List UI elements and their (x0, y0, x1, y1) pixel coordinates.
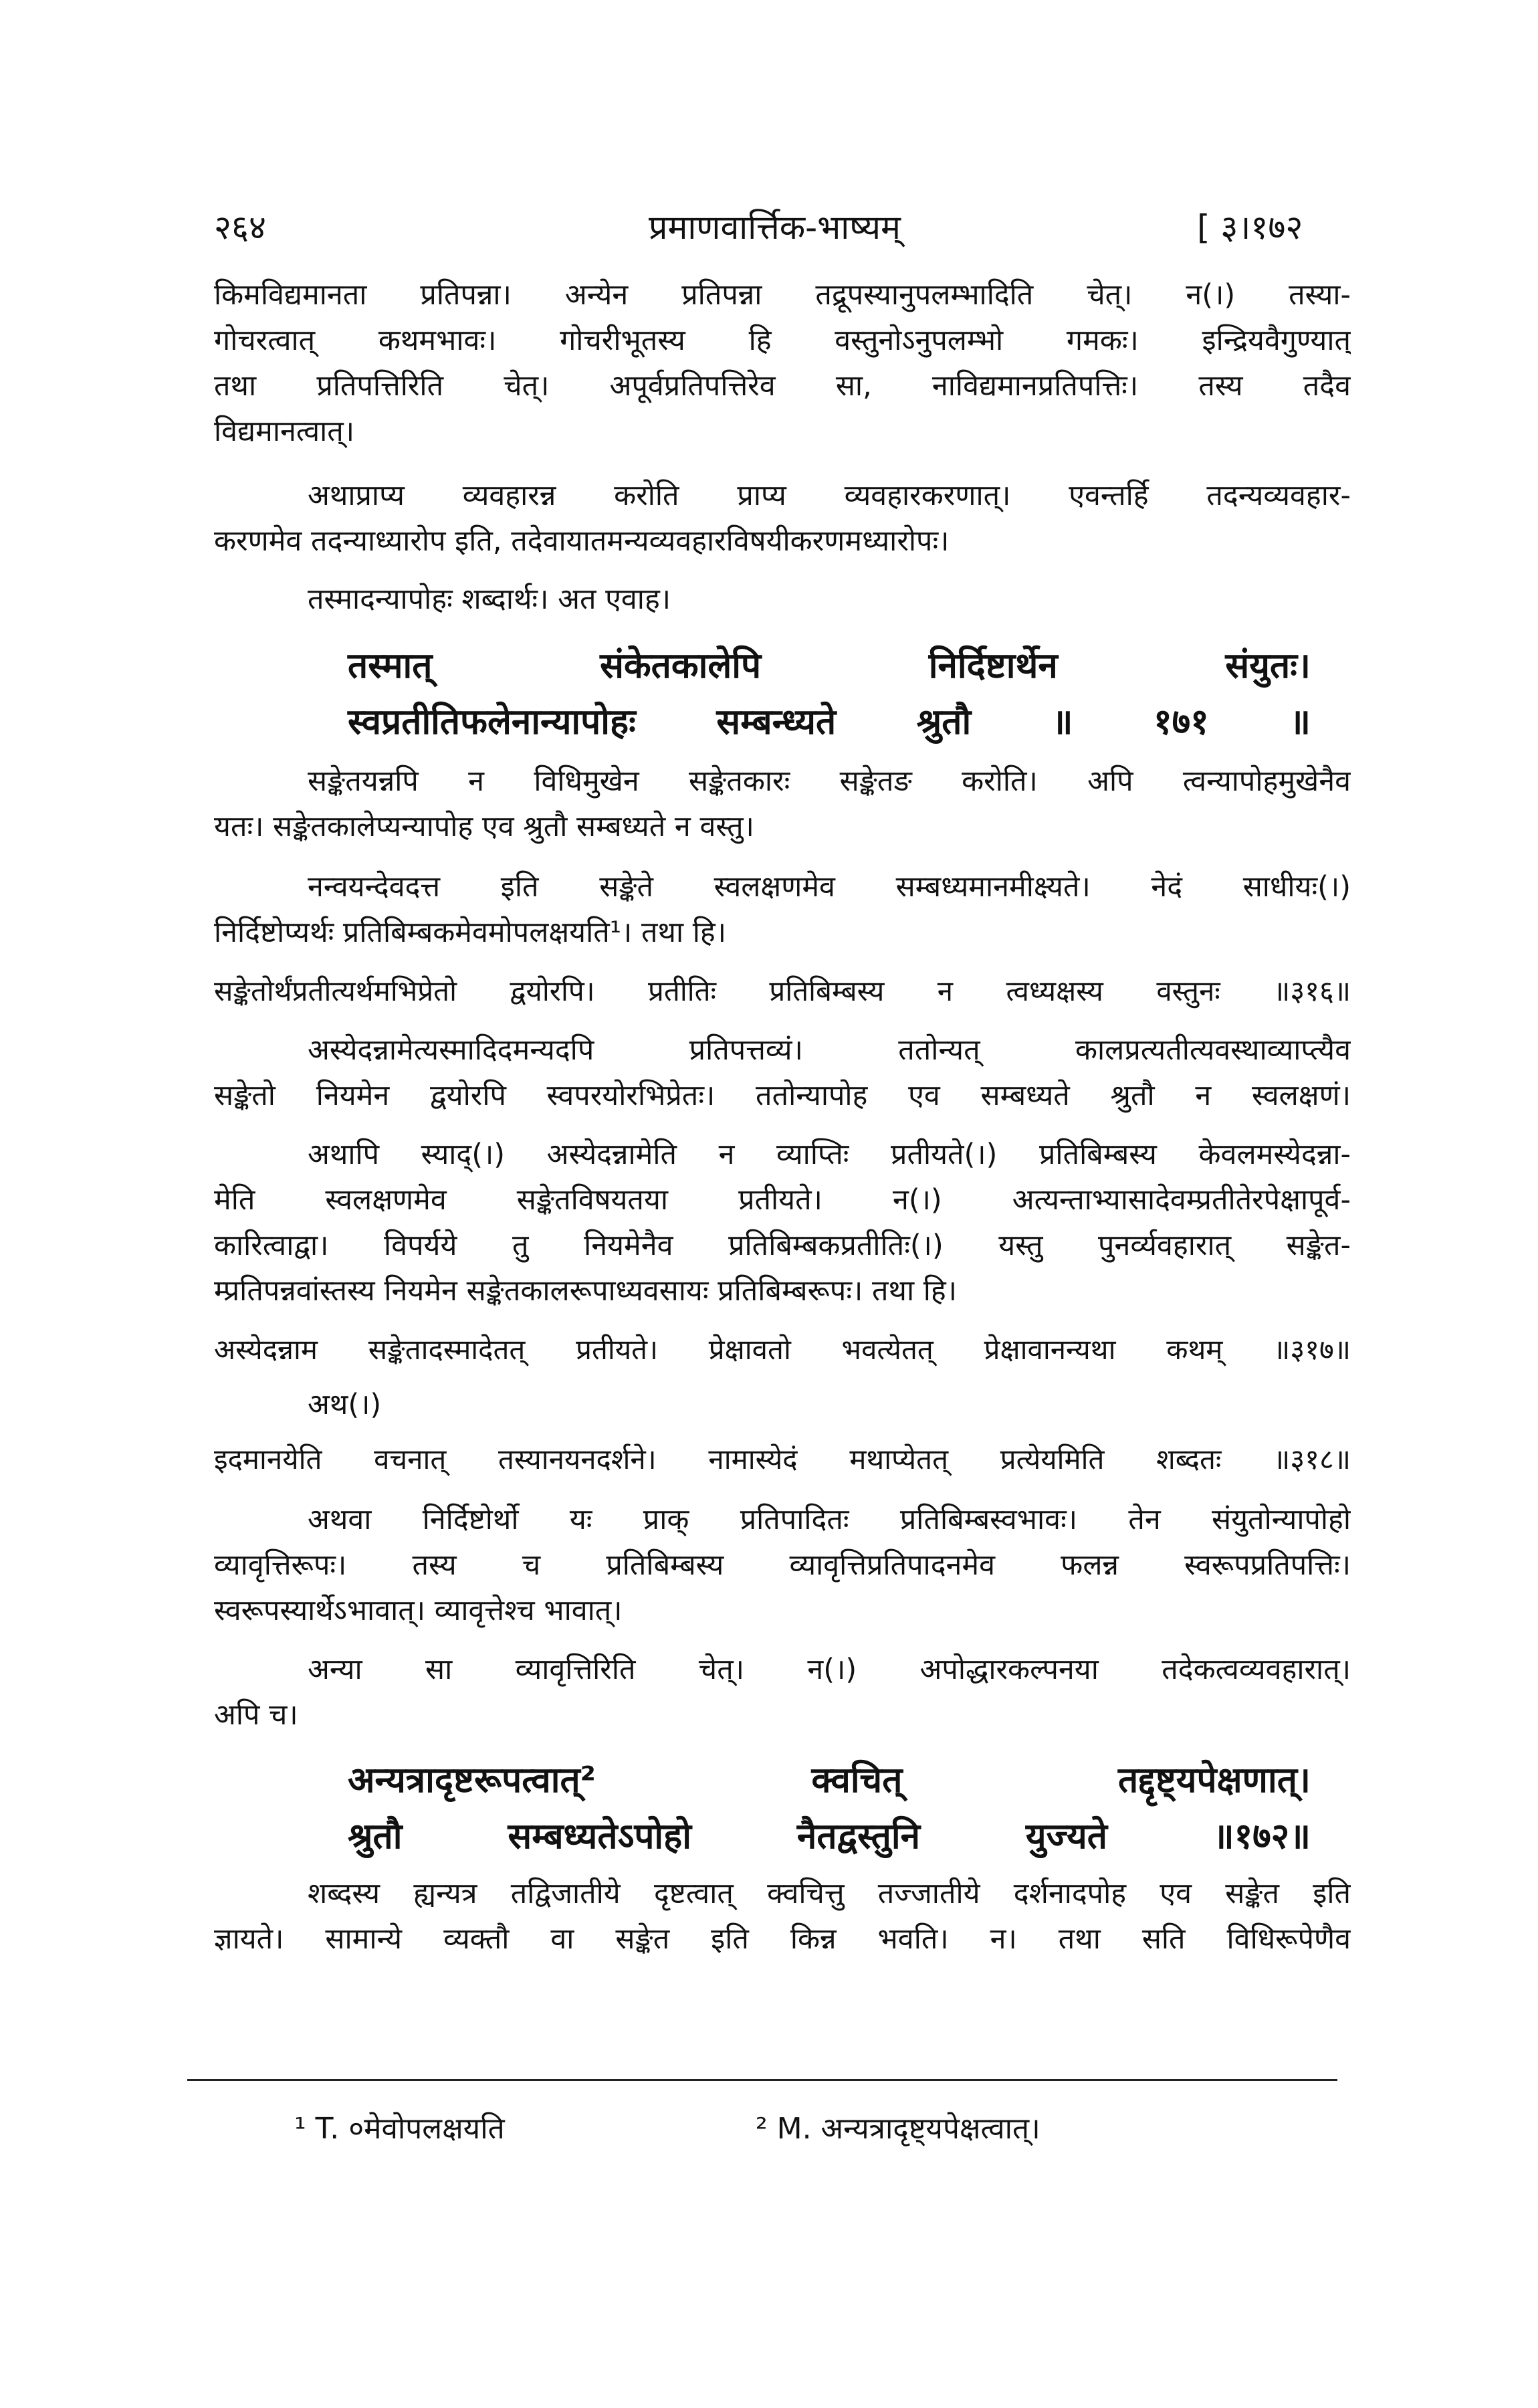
text-line: अथाप्राप्य व्यवहारन्न करोति प्राप्य व्यवहारकरणात्। एवन्तर्हि तदन्यव्यवहार- (308, 479, 1351, 512)
text-line: गोचरत्वात् कथमभावः। गोचरीभूतस्य हि वस्तुनोऽनुपलम्भो गमकः। इन्द्रियवैगुण्यात् (214, 324, 1351, 357)
verse-line: स्वप्रतीतिफलेनान्यापोहः सम्बन्ध्यते श्रुतौ ॥ १७१ ॥ (348, 702, 1311, 742)
text-line: म्प्रतिपन्नवांस्तस्य नियमेन सङ्केतकालरूपाध्यवसायः प्रतिबिम्बरूपः। तथा हि। (214, 1274, 958, 1308)
text-line: अथ(।) (308, 1388, 382, 1421)
text-line: यतः। सङ्केतकालेप्यन्यापोह एव श्रुतौ सम्बध्यते न वस्तु। (214, 810, 754, 843)
text-line: मेति स्वलक्षणमेव सङ्केतविषयतया प्रतीयते। न(।) अत्यन्ताभ्यासादेवम्प्रतीतेरपेक्षापूर्व- (214, 1183, 1351, 1217)
page-number: २६४ (214, 208, 266, 247)
text-line: अन्या सा व्यावृत्तिरिति चेत्। न(।) अपोद्धारकल्पनया तदेकत्वव्यवहारात्। (308, 1653, 1351, 1686)
text-line: किमविद्यमानता प्रतिपन्ना। अन्येन प्रतिपन्ना तद्रूपस्यानुपलम्भादिति चेत्। न(।) तस्या- (214, 278, 1351, 312)
text-line: करणमेव तदन्याध्यारोप इति, तदेवायातमन्यव्यवहारविषयीकरणमध्यारोपः। (214, 524, 950, 558)
text-line: कारित्वाद्वा। विपर्यये तु नियमेनैव प्रतिबिम्बकप्रतीतिः(।) यस्तु पुनर्व्यवहारात् सङ्केत- (214, 1229, 1351, 1262)
text-line: सङ्केतो नियमेन द्वयोरपि स्वपरयोरभिप्रेतः। ततोन्यापोह एव सम्बध्यते श्रुतौ न स्वलक्षणं। (214, 1079, 1351, 1112)
karika-line: इदमानयेति वचनात् तस्यानयनदर्शने। नामास्येदं मथाप्येतत् प्रत्येयमिति शब्दतः ॥३१८॥ (214, 1443, 1351, 1476)
text-line: ज्ञायते। सामान्ये व्यक्तौ वा सङ्केत इति किन्न भवति। न। तथा सति विधिरूपेणैव (214, 1922, 1351, 1956)
text-line: स्वरूपस्यार्थेऽभावात्। व्यावृत्तेश्च भावात्। (214, 1594, 623, 1627)
text-line: नन्वयन्देवदत्त इति सङ्केते स्वलक्षणमेव सम्बध्यमानमीक्ष्यते। नेदं साधीयः(।) (308, 870, 1351, 904)
text-line: अथवा निर्दिष्टोर्थो यः प्राक् प्रतिपादितः प्रतिबिम्बस्वभावः। तेन संयुतोन्यापोहो (308, 1503, 1351, 1536)
text-line: व्यावृत्तिरूपः। तस्य च प्रतिबिम्बस्य व्यावृत्तिप्रतिपादनमेव फलन्न स्वरूपप्रतिपत्तिः। (214, 1548, 1351, 1582)
text-line: सङ्केतयन्नपि न विधिमुखेन सङ्केतकारः सङ्केतङ करोति। अपि त्वन्यापोहमुखेनैव (308, 765, 1351, 798)
text-line: शब्दस्य ह्यन्यत्र तद्विजातीये दृष्टत्वात् क्वचित्तु तज्जातीये दर्शनादपोह एव सङ्केत इति (308, 1877, 1351, 1910)
karika-line: अस्येदन्नाम सङ्केतादस्मादेतत् प्रतीयते। प्रेक्षावतो भवत्येतत् प्रेक्षावानन्यथा कथम् ॥३१७॥ (214, 1333, 1351, 1366)
verse-line: अन्यत्रादृष्टरूपत्वात्² क्वचित् तद्दृष्ट्यपेक्षणात्। (348, 1760, 1311, 1801)
footnote-2: ² M. अन्यत्रादृष्ट्यपेक्षत्वात्। (756, 2112, 1040, 2146)
text-line: अपि च। (214, 1698, 298, 1732)
text-line: अथापि स्याद्(।) अस्येदन्नामेति न व्याप्तिः प्रतीयते(।) प्रतिबिम्बस्य केवलमस्येदन्ना- (308, 1138, 1351, 1171)
footnote-1: ¹ T. ०मेवोपलक्षयति (294, 2112, 505, 2146)
text-line: निर्दिष्टोप्यर्थः प्रतिबिम्बकमेवमोपलक्षयति¹। तथा हि। (214, 916, 727, 949)
section-reference: [ ३।१७२ (1197, 208, 1303, 247)
running-title: प्रमाणवार्त्तिक-भाष्यम् (649, 208, 901, 247)
footnote-divider (187, 2079, 1337, 2081)
text-line: तस्मादन्यापोहः शब्दार्थः। अत एवाह। (308, 583, 671, 616)
text-line: तथा प्रतिपत्तिरिति चेत्। अपूर्वप्रतिपत्तिरेव सा, नाविद्यमानप्रतिपत्तिः। तस्य तदैव (214, 369, 1351, 403)
verse-line: श्रुतौ सम्बध्यतेऽपोहो नैतद्वस्तुनि युज्यते ॥१७२॥ (348, 1816, 1311, 1857)
text-line: अस्येदन्नामेत्यस्मादिदमन्यदपि प्रतिपत्तव्यं। ततोन्यत् कालप्रत्यतीत्यवस्थाव्याप्त्यैव (308, 1033, 1351, 1067)
karika-line: सङ्केतोर्थंप्रतीत्यर्थमभिप्रेतो द्वयोरपि। प्रतीतिः प्रतिबिम्बस्य न त्वध्यक्षस्य वस्तुनः ॥३१६॥ (214, 975, 1351, 1007)
verse-line: तस्मात् संकेतकालेपि निर्दिष्टार्थेन संयुतः। (348, 645, 1311, 686)
text-line: विद्यमानत्वात्। (214, 415, 355, 448)
